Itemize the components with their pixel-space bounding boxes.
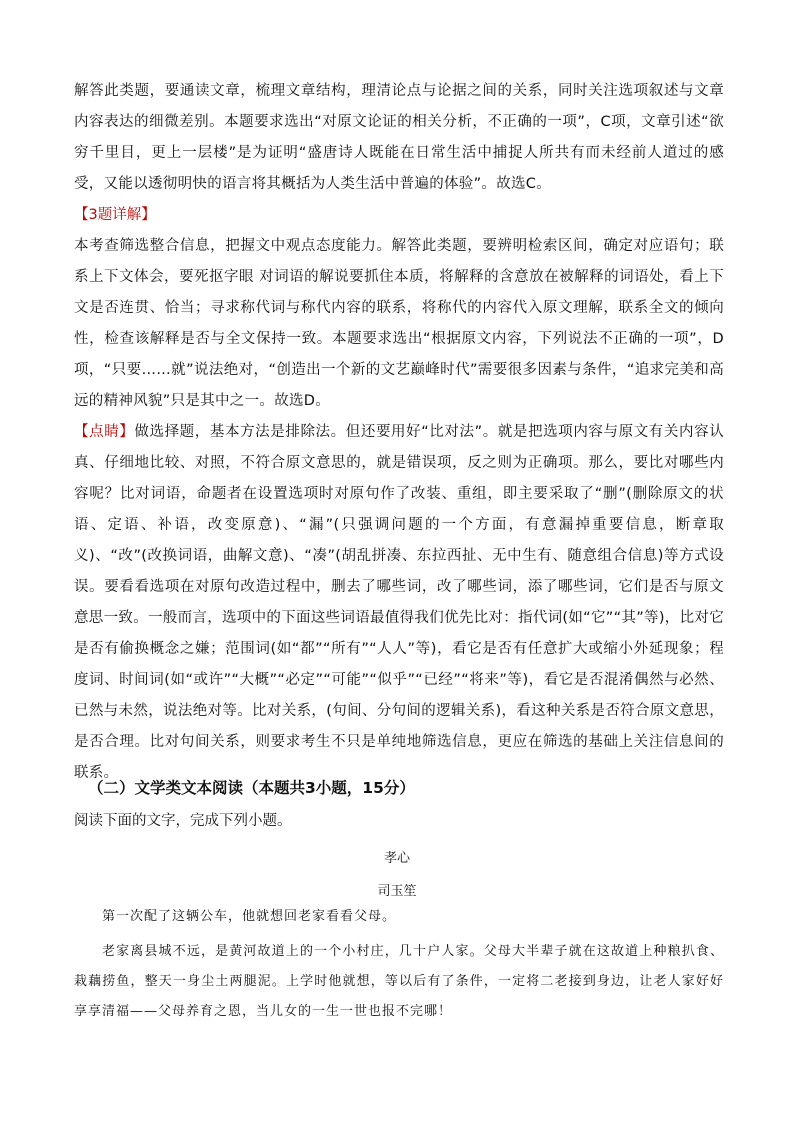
tip-paragraph bbox=[74, 417, 724, 789]
reading-instruction: 阅读下面的文字，完成下列小题。 bbox=[74, 813, 292, 829]
story-paragraph-2: 老家离县城不远，是黄河故道上的一个小村庄，几十户人家。父母大半辈子就在这故道上种粮扒食、栽藕捞鱼，整天一身尘土两腿泥。上学时他就想，等以后有了条件，一定将二老接到身边，让老人家好好享享清福——父母养育之恩，当儿女的一生一世也报不完哪！ bbox=[74, 944, 724, 1019]
story-title: 孝心 bbox=[383, 851, 410, 866]
analysis-paragraph-3: 本考查筛选整合信息，把握文中观点态度能力。解答此类题，要辨明检索区间，确定对应语句；联系上下文体会，要死抠字眼 对词语的解说要抓住本质，将解释的含意放在被解释的词语处，看上下文是否连贯、恰当；寻求称代词与称代内容的联系，将称代的内容代入原文理解，联系全文的倾向性，检查该解释是否与全文保持一致。本题要求选出“根据原文内容，下列说法不正确的一项”，D项，“只要……就”说法绝对，“创造出一个新的文艺巅峰时代”需要很多因素与条件，“追求完美和高远的精神风貌”只是其中之一。故选D。 bbox=[74, 238, 724, 409]
analysis-paragraph-2: 解答此类题，要通读文章，梳理文章结构，理清论点与论据之间的关系，同时关注选项叙述与文章内容表达的细微差别。本题要求选出“对原文论证的相关分析，不正确的一项”，C项，文章引述“欲穷千里目，更上一层楼”是为证明“盛唐诗人既能在日常生活中捕捉人所共有而未经前人道过的感受，又能以透彻明快的语言将其概括为人类生活中普遍的体验”。故选C。 bbox=[74, 83, 724, 192]
section-label-q3: 【3题详解】 bbox=[74, 207, 156, 223]
story-paragraph-1: 第一次配了这辆公车，他就想回老家看看父母。 bbox=[102, 909, 397, 924]
story-author: 司玉笙 bbox=[377, 884, 417, 899]
tip-text: 做选择题，基本方法是排除法。但还要用好“比对法”。就是把选项内容与原文有关内容认真、仔细地比较、对照，不符合原文意思的，就是错误项，反之则为正确项。那么，要比对哪些内容呢？比对词语，命题者在设置选项时对原句作了改装、重组，即主要采取了“删”(删除原文的状语、定语、补语，改变原意)、“漏”(只强调问题的一个方面，有意漏掉重要信息，断章取义)、“改”(改换词语，曲解文意)、“凑”(胡乱拼凑、东拉西扯、无中生有、随意组合信息)等方式设误。要看看选项在对原句改造过程中，删去了哪些词，改了哪些词，添了哪些词，它们是否与原文意思一致。一般而言，选项中的下面这些词语最值得我们优先比对：指代词(如“它”“其”等)，比对它是否有偷换概念之嫌；范围词(如“都”“所有”“人人”等)，看它是否有任意扩大或缩小外延现象；程度词、时间词(如“或许”“大概”“必定”“可能”“似乎”“已经”“将来”等)，看它是否混淆偶然与必然、已然与未然，说法绝对等。比对关系，(句间、分句间的逻辑关系)，看这种关系是否符合原文意思，是否合理。比对句间关系，则要求考生不只是单纯地筛选信息，更应在筛选的基础上关注信息间的联系。 bbox=[74, 424, 724, 781]
section-heading: （二）文学类文本阅读（本题共3小题，15分） bbox=[88, 779, 415, 797]
tip-label: 【点睛】 bbox=[74, 424, 135, 440]
